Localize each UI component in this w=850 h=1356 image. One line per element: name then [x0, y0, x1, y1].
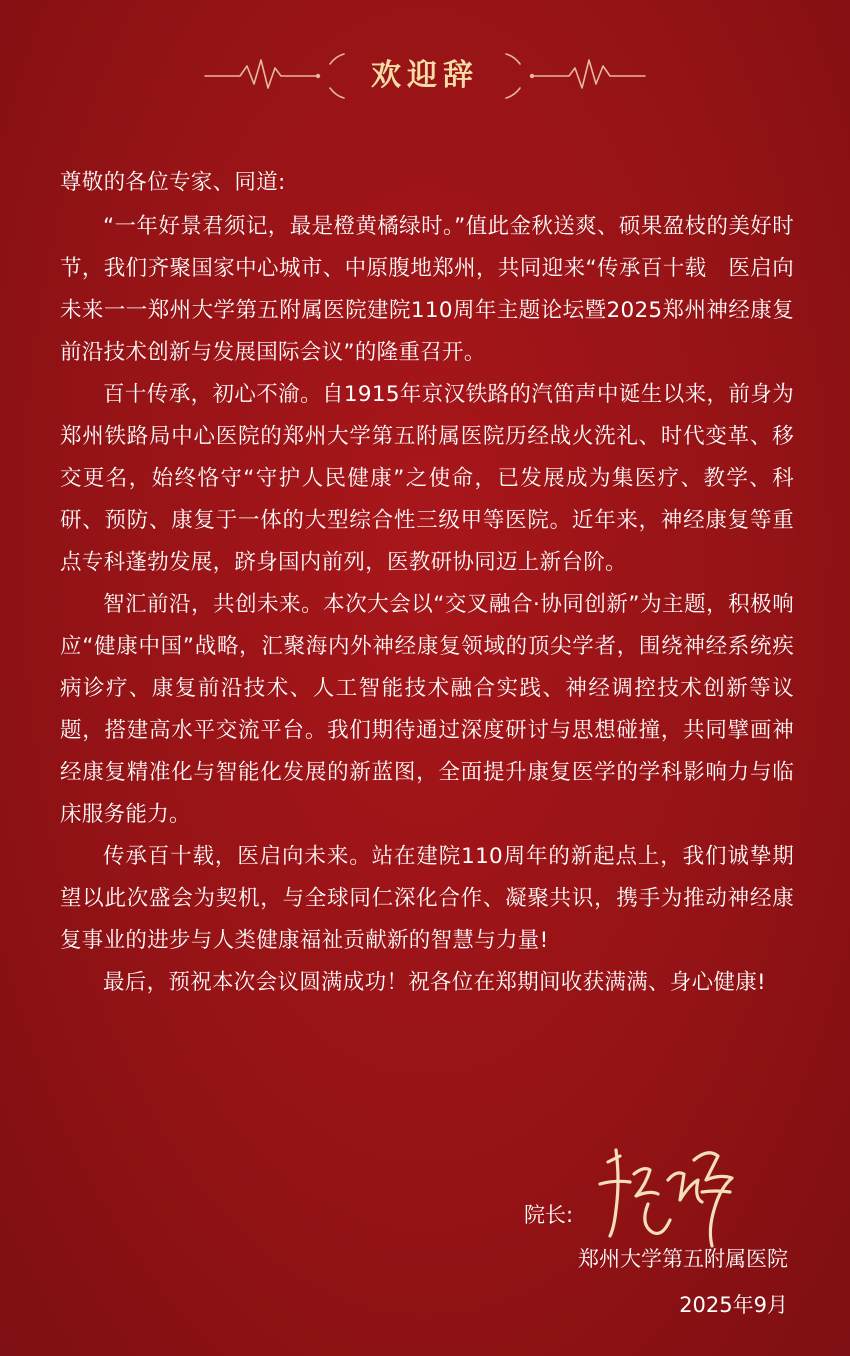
paragraph-1: “一年好景君须记，最是橙黄橘绿时。”值此金秋送爽、硕果盈枝的美好时节，我们齐聚国家中心城市、中原腹地郑州，共同迎来“传承百十载 医启向未来一一郑州大学第五附属医院建院110周年主题论坛暨2025郑州神经康复前沿技术创新与发展国际会议”的隆重召开。	[60, 214, 794, 365]
paragraph-4: 传承百十载，医启向未来。站在建院110周年的新起点上，我们诚挚期望以此次盛会为契机，与全球同仁深化合作、凝聚共识，携手为推动神经康复事业的进步与人类健康福祉贡献新的智慧与力量!	[60, 844, 794, 953]
handwritten-signature	[590, 1140, 750, 1250]
letter-date: 2025年9月	[679, 1293, 788, 1317]
letter-title: 欢迎辞	[371, 58, 479, 93]
header	[0, 36, 850, 116]
paragraph-3: 智汇前沿，共创未来。本次大会以“交叉融合·协同创新”为主题，积极响应“健康中国”战略，汇聚海内外神经康复领域的顶尖学者，围绕神经系统疾病诊疗、康复前沿技术、人工智能技术融合实践、神经调控技术创新等议题，搭建高水平交流平台。我们期待通过深度研讨与思想碰撞，共同擘画神经康复精准化与智能化发展的新蓝图，全面提升康复医学的学科影响力与临床服务能力。	[60, 592, 794, 827]
paragraph-2: 百十传承，初心不渝。自1915年京汉铁路的汽笛声中诞生以来，前身为郑州铁路局中心医院的郑州大学第五附属医院历经战火洗礼、时代变革、移交更名，始终恪守“守护人民健康”之使命，已发展成为集医疗、教学、科研、预防、康复于一体的大型综合性三级甲等医院。近年来，神经康复等重点专科蓬勃发展，跻身国内前列，医教研协同迈上新台阶。	[60, 382, 794, 575]
paragraph-5: 最后，预祝本次会议圆满成功！祝各位在郑期间收获满满、身心健康!	[103, 970, 766, 995]
institution-name: 郑州大学第五附属医院	[578, 1247, 788, 1271]
salutation: 尊敬的各位专家、同道:	[60, 170, 286, 195]
letter-body	[60, 162, 794, 1004]
signature-label: 院长:	[524, 1203, 574, 1227]
